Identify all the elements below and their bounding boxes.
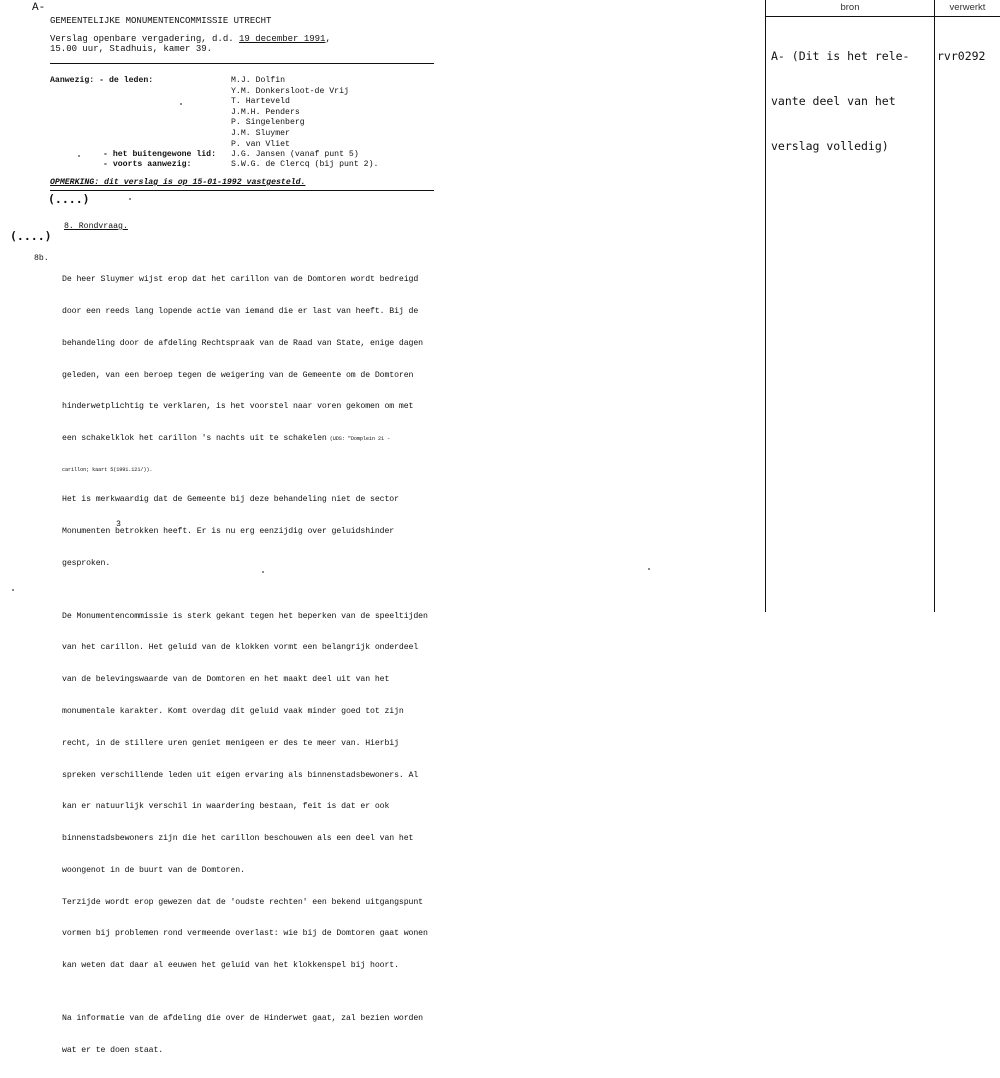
member-name: P. van Vliet (231, 139, 290, 149)
column-divider (934, 0, 935, 612)
text-line: wat er te doen staat. (62, 1045, 164, 1055)
text-line: vormen bij problemen rond vermeende overlast: wie bij de Domtoren gaat wonen (62, 929, 428, 939)
margin-marker: A- (32, 2, 46, 14)
item-body (62, 254, 462, 1078)
note-line: A- (Dit is het rele- (771, 49, 910, 63)
extra-member-label: - het buitengewone lid: (103, 150, 217, 159)
text-line: spreken verschillende leden uit eigen ervaring als binnenstadsbewoners. Al (62, 770, 419, 780)
page-mark: 3 (116, 520, 121, 529)
text-line: van het carillon. Het geluid van de klokken vormt een belangrijk onderdeel (62, 643, 419, 653)
note-line: verslag volledig) (771, 139, 889, 153)
remark-divider (50, 190, 434, 191)
citation: (UDS: "Domplein 21 - (326, 436, 391, 443)
remark-line: OPMERKING: dit verslag is op 15-01-1992 vastgesteld. (50, 178, 306, 187)
location-line: 15.00 uur, Stadhuis, kamer 39. (50, 44, 213, 54)
scan-speck (262, 571, 264, 573)
text-line: van de belevingswaarde van de Domtoren en het maakt deel uit van het (62, 675, 390, 685)
meeting-date: 19 december 1991 (239, 34, 326, 44)
text-line: Monumenten betrokken heeft. Er is nu erg eenzijdig over geluidshinder (62, 526, 395, 536)
header-bron: bron (766, 0, 934, 17)
ellipsis-mark: (....) (48, 192, 90, 206)
source-note (771, 19, 909, 169)
text-line: door een reeds lang lopende actie van iemand die er last van heeft. Bij de (62, 306, 419, 316)
member-name: P. Singelenberg (231, 118, 305, 128)
scan-speck (648, 568, 650, 570)
meeting-line-suffix: , (325, 34, 331, 44)
text-line: Het is merkwaardig dat de Gemeente bij deze behandeling niet de sector (62, 495, 399, 505)
scan-speck (78, 155, 80, 157)
header-verwerkt: verwerkt (935, 0, 1000, 17)
text-line: geleden, van een beroep tegen de weigering van de Gemeente om de Domtoren (62, 370, 414, 380)
text-line: hinderwetplichtig te verklaren, is het voorstel naar voren gekomen om met (62, 402, 414, 412)
text-line: woongenot in de buurt van de Domtoren. (62, 865, 245, 875)
text-line: kan weten dat daar al eeuwen het geluid van het klokkenspel bij hoort. (62, 961, 399, 971)
member-name: J.M.H. Penders (231, 107, 300, 117)
text-span: een schakelklok het carillon 's nachts uit te schakelen (62, 434, 327, 444)
text-line: monumentale karakter. Komt overdag dit geluid vaak minder goed tot zijn (62, 706, 404, 716)
also-present-label: - voorts aanwezig: (103, 160, 192, 169)
text-line: behandeling door de afdeling Rechtspraak van de Raad van State, enige dagen (62, 338, 423, 348)
item-number: 8b. (34, 254, 49, 263)
member-list (231, 76, 349, 150)
header-divider (50, 63, 434, 64)
extra-member-value: J.G. Jansen (vanaf punt 5) (231, 150, 359, 159)
text-line: gesproken. (62, 558, 111, 568)
column-divider (765, 0, 766, 612)
scan-speck (12, 589, 14, 591)
text-line: Terzijde wordt erop gewezen dat de 'oudste rechten' een bekend uitgangspunt (62, 897, 423, 907)
also-present-value: S.W.G. de Clercq (bij punt 2). (231, 160, 379, 169)
citation: carillon; kaart 5(1991.121/)). (62, 466, 153, 473)
ellipsis-mark: (....) (10, 229, 52, 243)
text-line: binnenstadsbewoners zijn die het carillon beschouwen als een deel van het (62, 834, 414, 844)
text-line (62, 434, 462, 445)
text-line: kan er natuurlijk verschil in waardering bestaan, feit is dat er ook (62, 802, 390, 812)
member-name: T. Harteveld (231, 97, 290, 107)
text-line: Na informatie van de afdeling die over de Hinderwet gaat, zal bezien worden (62, 1014, 423, 1024)
member-name: J.M. Sluymer (231, 128, 290, 138)
note-line: vante deel van het (771, 94, 896, 108)
present-label: Aanwezig: - de leden: (50, 76, 154, 85)
text-line: recht, in de stillere uren geniet menigeen er des te meer van. Hierbij (62, 738, 399, 748)
section-heading: 8. Rondvraag. (64, 222, 128, 231)
scan-speck (180, 103, 182, 105)
reference-code: rvr0292 (937, 49, 986, 63)
member-name: M.J. Dolfin (231, 76, 286, 85)
member-name: Y.M. Donkersloot-de Vrij (231, 86, 349, 96)
meeting-line-prefix: Verslag openbare vergadering, d.d. (50, 34, 240, 44)
text-line: De Monumentencommissie is sterk gekant tegen het beperken van de speeltijden (62, 611, 428, 621)
text-line: De heer Sluymer wijst erop dat het carillon van de Domtoren wordt bedreigd (62, 275, 419, 285)
scan-speck (129, 198, 131, 200)
organization-title: GEMEENTELIJKE MONUMENTENCOMMISSIE UTRECHT (50, 16, 272, 26)
